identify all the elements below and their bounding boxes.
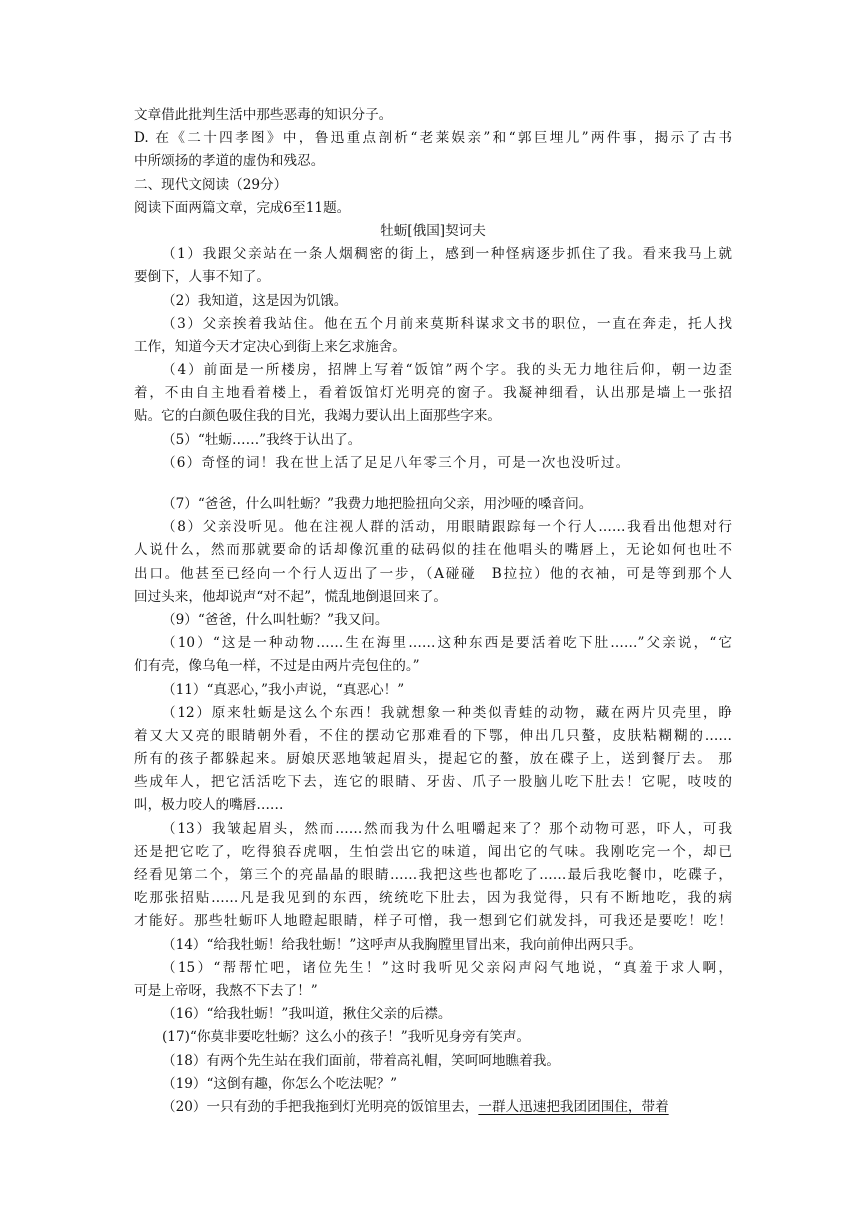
- document-body: [134, 104, 732, 1119]
- paragraph-10: （10）“这是一种动物……生在海里……这种东西是要活着吃下肚……”父亲说，“它: [162, 635, 732, 652]
- paragraph-16: （16）“给我牡蛎！”我叫道，揪住父亲的后襟。: [162, 1006, 452, 1023]
- text-line: 中所颂扬的孝道的虚伪和残忍。: [134, 153, 325, 170]
- paragraph-13-cont: 才能好。那些牡蛎吓人地瞪起眼睛，样子可憎，我一想到它们就发抖，可我还是要吃！吃！: [134, 913, 732, 930]
- paragraph-17: (17)“你莫非要吃牡蛎？这么小的孩子！”我听见身旁有笑声。: [162, 1029, 531, 1046]
- paragraph-1: （1）我跟父亲站在一条人烟稠密的街上，感到一种怪病逐步抓住了我。看来我马上就: [162, 246, 732, 263]
- paragraph-8-cont: 出口。他甚至已经向一个行人迈出了一步，（A碰碰 B拉拉）他的衣袖，可是等到那个人: [134, 565, 732, 582]
- paragraph-20: [134, 1096, 732, 1119]
- paragraph-13: （13）我皱起眉头，然而……然而我为什么咀嚼起来了？那个动物可恶，吓人，可我: [162, 820, 732, 837]
- paragraph-13-cont: 还是把它吃了，吃得狼吞虎咽，生怕尝出它的味道，闻出它的气味。我刚吃完一个，却已: [134, 843, 732, 860]
- paragraph-9: （9）“爸爸，什么叫牡蛎？”我又问。: [162, 611, 389, 628]
- paragraph-11: （11）“真恶心，”我小声说，“真恶心！”: [162, 681, 405, 698]
- paragraph-13-cont: 经看见第二个，第三个的亮晶晶的眼睛……我把这些也都吃了……最后我吃餐巾，吃碟子，: [134, 867, 732, 883]
- paragraph-19: （19）“这倒有趣，你怎么个吃法呢？”: [162, 1075, 398, 1092]
- paragraph-1-cont: 要倒下，人事不知了。: [134, 269, 270, 286]
- article-title: 牡蛎[俄国]契诃夫: [380, 222, 486, 239]
- instructions: 阅读下面两篇文章，完成6至11题。: [134, 199, 351, 216]
- paragraph-5: （5）“牡蛎……”我终于认出了。: [162, 431, 362, 448]
- paragraph-10-cont: 们有壳，像乌龟一样，不过是由两片壳包住的。”: [134, 658, 420, 675]
- paragraph-2: （2）我知道，这是因为饥饿。: [162, 292, 348, 309]
- paragraph-3: （3）父亲挨着我站住。他在五个月前来莫斯科谋求文书的职位，一直在奔走，托人找: [162, 315, 732, 332]
- paragraph-15-cont: 可是上帝呀，我熬不下去了！”: [134, 982, 318, 999]
- paragraph-6: （6）奇怪的词！我在世上活了足足八年零三个月，可是一次也没听过。: [162, 454, 631, 471]
- paragraph-4-cont: 着，不由自主地看着楼上，看着饭馆灯光明亮的窗子。我凝神细看，认出那是墙上一张招: [134, 385, 732, 402]
- paragraph-4-cont: 贴。它的白颜色吸住我的目光，我竭力要认出上面那些字来。: [134, 408, 502, 425]
- paragraph-13-cont: 吃那张招贴……凡是我见到的东西，统统吃下肚去，因为我觉得，只有不断地吃，我的病: [134, 890, 732, 907]
- paragraph-12-cont: 些成年人，把它活活吃下去，连它的眼睛、牙齿、爪子一股脑儿吃下肚去！它呢，吱吱的: [134, 774, 732, 791]
- paragraph-12-cont: 叫，极力咬人的嘴唇……: [134, 797, 284, 814]
- text-line: 文章借此批判生活中那些恶毒的知识分子。: [134, 107, 393, 123]
- paragraph-3-cont: 工作，知道今天才定决心到街上来乞求施舍。: [134, 338, 406, 355]
- section-heading: 二、现代文阅读（29分）: [134, 176, 288, 193]
- blank-gap: [134, 475, 732, 493]
- paragraph-20-text: （20）一只有劲的手把我拖到灯光明亮的饭馆里去，: [162, 1098, 479, 1115]
- paragraph-18: （18）有两个先生站在我们面前，带着高礼帽，笑呵呵地瞧着我。: [162, 1052, 560, 1069]
- paragraph-12-cont: 着又大又亮的眼睛朝外看，不住的摆动它那难看的下鄂，伸出几只螯，皮肤粘糊糊的……: [134, 727, 732, 744]
- paragraph-12: （12）原来牡蛎是这么个东西！我就想象一种类似青蛙的动物，藏在两片贝壳里，睁: [162, 704, 732, 721]
- paragraph-4: （4）前面是一所楼房，招牌上写着“饭馆”两个字。我的头无力地往后仰，朝一边歪: [162, 362, 732, 379]
- paragraph-8: （8）父亲没听见。他在注视人群的活动，用眼睛跟踪每一个行人……我看出他想对行: [162, 519, 732, 536]
- paragraph-8-cont: 回过头来，他却说声“对不起”，慌乱地倒退回来了。: [134, 588, 447, 605]
- paragraph-12-cont: 所有的孩子都躲起来。厨娘厌恶地皱起眉头，提起它的螯，放在碟子上，送到餐厅去。 那: [134, 751, 732, 768]
- underlined-sentence: 一群人迅速把我团团围住，带着: [478, 1098, 669, 1115]
- option-d: D. 在《二十四孝图》中，鲁迅重点剖析“老莱娱亲”和“郭巨埋儿”两件事，揭示了古书: [134, 130, 732, 147]
- paragraph-8-cont: 人说什么，然而那就要命的话却像沉重的砝码似的挂在他唱头的嘴唇上，无论如何也吐不: [134, 542, 732, 559]
- paragraph-15: （15）“帮帮忙吧，诸位先生！”这时我听见父亲闷声闷气地说，“真羞于求人啊，: [162, 959, 732, 976]
- paragraph-14: （14）“给我牡蛎！给我牡蛎！”这呼声从我胸膛里冒出来，我向前伸出两只手。: [162, 936, 642, 953]
- paragraph-7: （7）“爸爸，什么叫牡蛎？”我费力地把脸扭向父亲，用沙哑的嗓音问。: [162, 496, 593, 512]
